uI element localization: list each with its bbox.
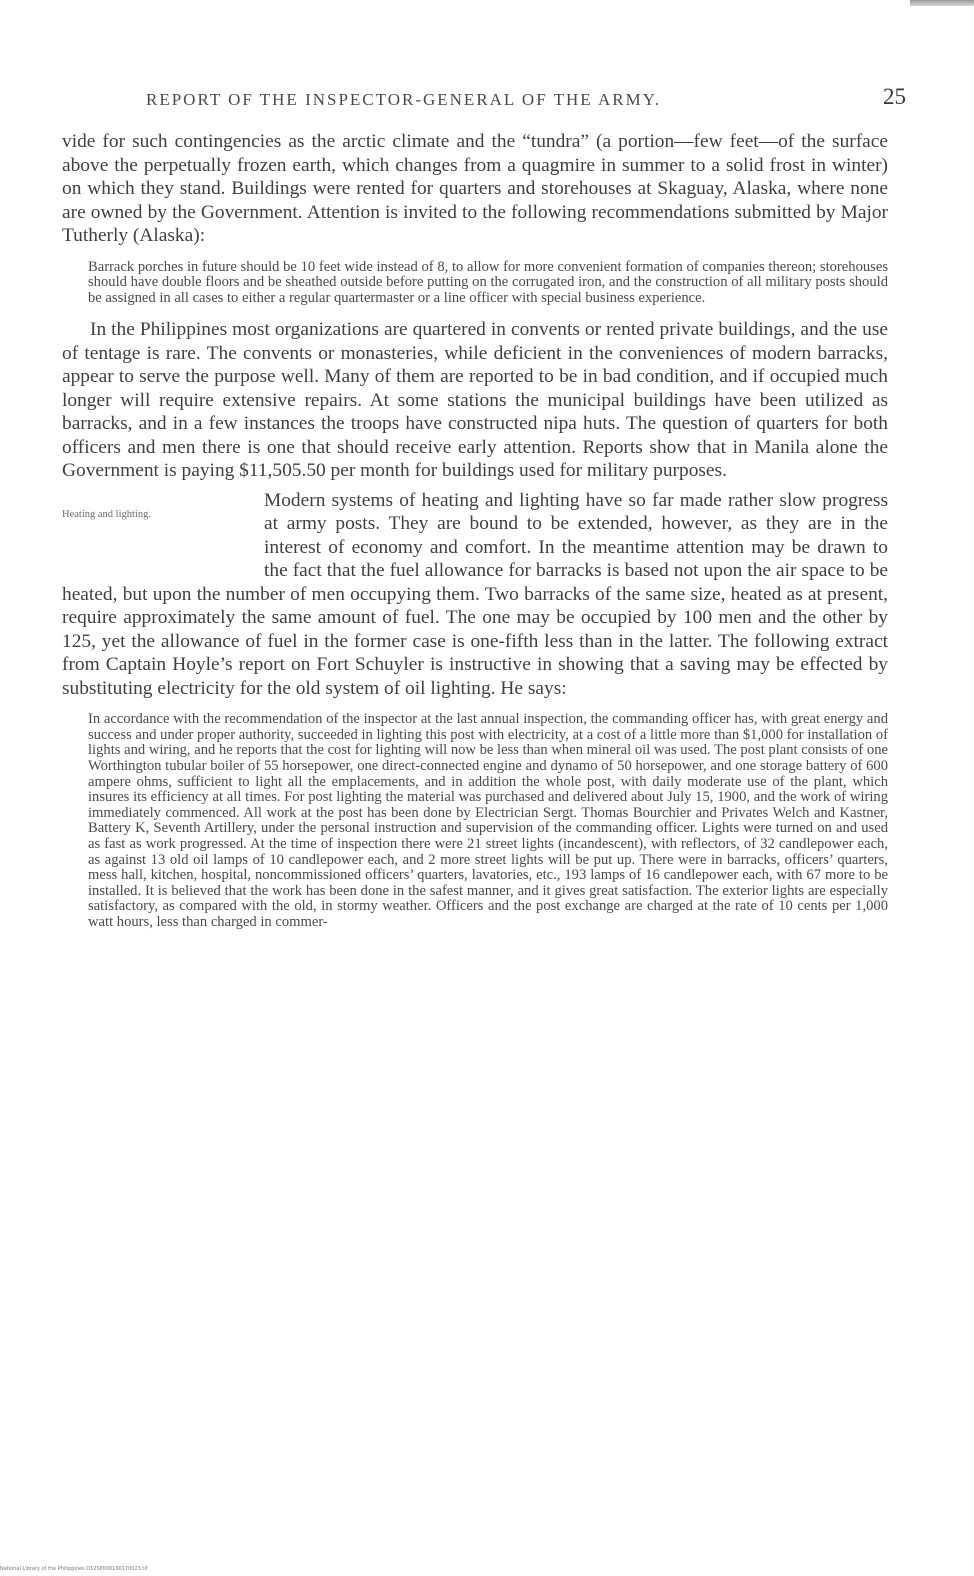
heating-section [62,489,888,701]
sidenote-container [62,489,258,561]
page-body [62,130,888,931]
quote-hoyle-fort-schuyler: In accordance with the recommendation of the inspector at the last annual inspection, the commanding officer has, with great energy and success and under proper authority, succeeded in lighting this post with electricity, at a cost of a little more than $1,000 for installation of lights and wiring, and he reports that the cost for lighting will now be less than when mineral oil was used. The post plant consists of one Worthington tubular boiler of 55 horsepower, one direct-connected engine and dynamo of 50 horsepower, and one storage battery of 600 ampere ohms, sufficient to light all the emplacements, and in addition the whole post, with daily moderate use of the plant, which insures its efficiency at all times. For post lighting the material was purchased and delivered about July 15, 1900, and the work of wiring immediately commenced. All work at the post has been done by Electrician Sergt. Thomas Bourchier and Privates Welch and Kastner, Battery K, Seventh Artillery, under the personal instruction and supervision of the commanding officer. Lights were turned on and used as fast as work progressed. At the time of inspection there were 21 street lights (incandescent), with reflectors, of 32 candlepower each, as against 13 old oil lamps of 10 candlepower each, and 2 more street lights will be put up. There were in barracks, officers’ quarters, mess hall, kitchen, hospital, noncommissioned officers’ quarters, lavatories, etc., 193 lamps of 16 candlepower each, with 67 more to be installed. It is believed that the work has been done in the safest manner, and it gives great satisfaction. The exterior lights are especially satisfactory, as compared with the old, in stormy weather. Officers and the post exchange are charged at the rate of 10 cents per 1,000 watt hours, less than charged in commer- [88,711,888,930]
paragraph-alaska-intro: vide for such contingencies as the arctic climate and the “tundra” (a portion—few feet—of the surface above the perpetually frozen earth, which changes from a quagmire in summer to a solid frost in winter) on which they stand. Buildings were rented for quarters and storehouses at Skaguay, Alaska, where none are owned by the Government. Attention is invited to the following recommendations submitted by Major Tutherly (Alaska): [62,131,888,246]
paragraph-philippines: In the Philippines most organizations are quartered in convents or rented private buildings, and the use of tentage is rare. The convents or monasteries, while deficient in the conveniences of modern barracks, appear to serve the purpose well. Many of them are reported to be in bad condition, and if occupied much longer will require extensive repairs. At some stations the municipal buildings have been utilized as barracks, and in a few instances the troops have constructed nipa huts. The question of quarters for both officers and men there is one that should receive early attention. Reports show that in Manila alone the Government is paying $11,505.50 per month for buildings used for military purposes. [62,319,888,482]
sidenote-heating-lighting: Heating and lighting. [62,508,151,520]
paragraph-heating-lighting: Modern systems of heating and lighting have so far made rather slow progress at army posts. They are bound to be extended, however, as they are in the interest of economy and comfort. In the meantime attention may be drawn to the fact that the fuel allowance for barracks is based not upon the air space to be heated, but upon the number of men occupying them. Two barracks of the same size, heated as at present, require approximately the same amount of fuel. The one may be occupied by 100 men and the other by 125, yet the allowance of fuel in the former case is one-fifth less than in the latter. The following extract from Captain Hoyle’s report on Fort Schuyler is instructive in showing that a saving may be effected by substituting electricity for the old system of oil lighting. He says: [62,489,888,699]
running-header [146,84,906,122]
quote-tutherly: Barrack porches in future should be 10 feet wide instead of 8, to allow for more convenient formation of companies thereon; storehouses should have double floors and be sheathed outside before putting on the corrugated iron, and the construction of all military posts should be assigned in all cases to either a regular quartermaster or a line officer with special business experience. [88,258,888,306]
page-number: 25 [883,84,906,109]
scan-source-footer: National Library of the Philippines D12SP000150170023.tif [0,1566,148,1572]
running-head-title: REPORT OF THE INSPECTOR-GENERAL OF THE ARMY. [146,90,662,109]
page-edge [910,0,974,6]
